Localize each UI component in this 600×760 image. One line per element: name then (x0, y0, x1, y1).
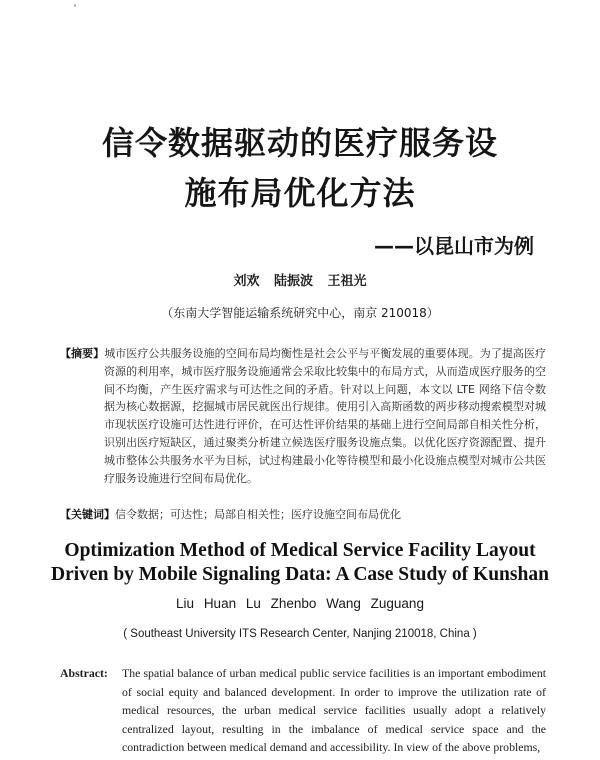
chinese-affiliation: （东南大学智能运输系统研究中心，南京 210018） (161, 306, 439, 320)
chinese-subtitle: ——以昆山市为例 (374, 234, 534, 258)
chinese-title-line-2: 施布局优化方法 (184, 174, 416, 212)
chinese-abstract-label: 【摘要】 (60, 347, 105, 360)
chinese-title-line-1: 信令数据驱动的医疗服务设 (101, 124, 498, 162)
chinese-abstract-text: 城市医疗公共服务设施的空间布局均衡性是社会公平与平衡发展的重要体现。为了提高医疗资源的利用率，城市医疗服务设施通常会采取比较集中的布局方式，从而造成医疗服务的空间不均衡，产生医疗需求与可达性之间的矛盾。针对以上问题，本文以 LTE 网络下信令数据为核心数据源，挖掘城市居民就医出行规律。使用引入高斯函数的两步移动搜索模型对城市现状医疗设施可达性进行评价，在可达性评价结果的基础上进行空间局部自相关性分析，识别出医疗短缺区，通过聚类分析建立候选医疗服务设施点集。以优化医疗资源配置、提升城市整体公共服务水平为目标，试过构建最小化等待模型和最小化设施点模型对城市公共医疗服务设施进行空间布局优化。 (104, 347, 546, 485)
chinese-abstract-paragraph (60, 345, 546, 487)
english-abstract-text: The spatial balance of urban medical public service facilities is an important embodiment of social equity and balanced development. In order to improve the utilization rate of medical resources, the urban medical service facilities usually adopt a relatively centralized layout, resulting in the imbalance of medical service space and the contradiction between medical demand and accessibility. In view of the above problems, (122, 666, 546, 754)
english-title-line-1: Optimization Method of Medical Service Facility Layout (64, 540, 536, 561)
chinese-keywords-text: 信令数据；可达性；局部自相关性；医疗设施空间布局优化 (115, 508, 401, 521)
english-abstract (60, 664, 546, 757)
chinese-keywords-label: 【关键词】 (60, 508, 115, 521)
scan-mark (74, 4, 76, 7)
chinese-keywords (60, 506, 546, 522)
english-affiliation: ( Southeast University ITS Research Center, Nanjing 210018, China ) (123, 628, 477, 640)
chinese-authors: 刘欢 陆振波 王祖光 (233, 274, 367, 289)
english-title-line-2: Driven by Mobile Signaling Data: A Case Study of Kunshan (51, 564, 549, 585)
chinese-abstract (60, 345, 546, 487)
english-abstract-label: Abstract: (60, 666, 108, 680)
english-authors: Liu Huan Lu Zhenbo Wang Zuguang (176, 596, 424, 611)
